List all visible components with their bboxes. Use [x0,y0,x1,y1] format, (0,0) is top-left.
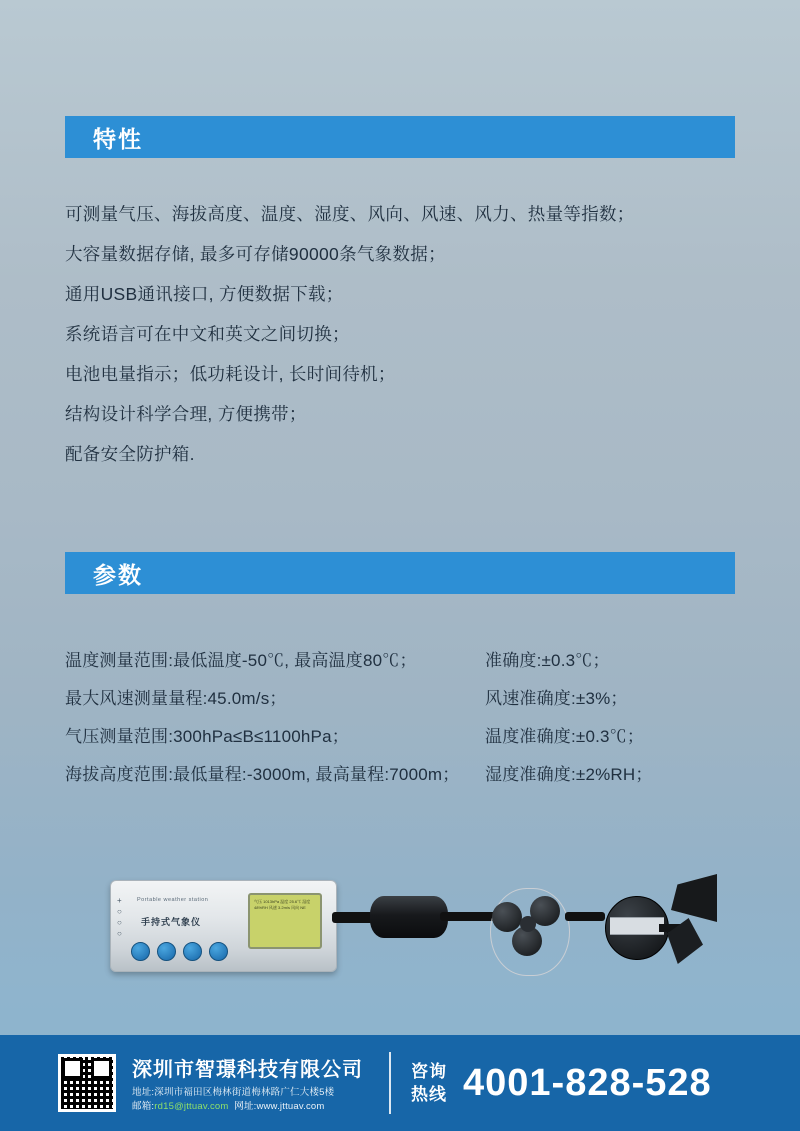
list-item: 湿度准确度:±2%RH； [485,765,653,784]
list-item: 海拔高度范围:最低量程:-3000m, 最高量程:7000m； [65,765,460,784]
list-item: 气压测量范围:300hPa≤B≤1100hPa； [65,727,349,746]
device-lcd-screen [248,893,322,949]
cup-anemometer [484,880,574,980]
params-section-header [65,552,735,594]
email-value[interactable]: rd15@jttuav.com [154,1100,229,1112]
device-brand-label: 手持式气象仪 [141,917,202,927]
hotline-label [411,1060,447,1106]
vane-label-band [610,917,664,935]
list-item: 大容量数据存储, 最多可存储90000条气象数据； [65,244,446,264]
footer-divider [389,1052,391,1114]
params-title: 参数 [93,561,143,588]
anemometer-hub [520,916,536,932]
device-button-menu[interactable] [157,942,176,961]
list-item: 配备安全防护箱. [65,444,195,464]
company-contact [132,1100,363,1114]
qr-code-pattern [61,1057,113,1109]
website-value[interactable]: www.jttuav.com [256,1100,325,1112]
device-side-ports: + ○ ○ ○ [117,896,122,938]
list-item: 结构设计科学合理, 方便携带； [65,404,307,424]
features-section-header [65,116,735,158]
list-item: 系统语言可在中文和英文之间切换； [65,324,350,344]
params-column-right [485,652,745,804]
features-title: 特性 [93,125,143,152]
anemometer-cup [492,902,522,932]
hotline-label-line2: 热线 [411,1085,447,1104]
list-item: 可测量气压、海拔高度、温度、湿度、风向、风速、风力、热量等指数； [65,204,635,224]
sensor-housing [370,896,448,938]
list-item: 电池电量指示；低功耗设计, 长时间待机； [65,364,396,384]
device-button-left[interactable] [183,942,202,961]
qr-code[interactable] [58,1054,116,1112]
wind-vane [605,874,725,989]
device-button-right[interactable] [209,942,228,961]
hotline-label-line1: 咨询 [411,1062,447,1081]
list-item: 温度准确度:±0.3℃； [485,727,645,746]
company-name: 深圳市智璟科技有限公司 [132,1058,363,1081]
email-label: 邮箱: [132,1100,155,1112]
website-label: 网址: [234,1100,257,1112]
connector-arm-3 [565,912,605,921]
features-list [65,206,755,486]
footer-bar [0,1035,800,1131]
company-info [132,1053,363,1114]
product-photo [60,860,750,1020]
list-item: 温度测量范围:最低温度-50℃, 最高温度80℃； [65,651,417,670]
hotline-number[interactable]: 4001-828-528 [463,1061,712,1104]
vane-fin-upper [671,874,717,922]
device-button-row[interactable] [131,942,228,961]
list-item: 通用USB通讯接口, 方便数据下载； [65,284,344,304]
company-address: 地址:深圳市福田区梅林街道梅林路广仁大楼5楼 [132,1086,335,1098]
list-item: 风速准确度:±3%； [485,689,628,708]
device-button-power[interactable] [131,942,150,961]
device-subtitle: Portable weather station [137,897,209,903]
list-item: 准确度:±0.3℃； [485,651,610,670]
params-list [65,652,755,804]
params-column-left [65,652,485,804]
list-item: 最大风速测量量程:45.0m/s； [65,689,287,708]
handheld-weather-meter [110,880,337,972]
lcd-readout: 气压 1013hPa 温度 25.6℃ 湿度 48%RH 风速 3.2m/s 风向 NE [254,899,311,910]
